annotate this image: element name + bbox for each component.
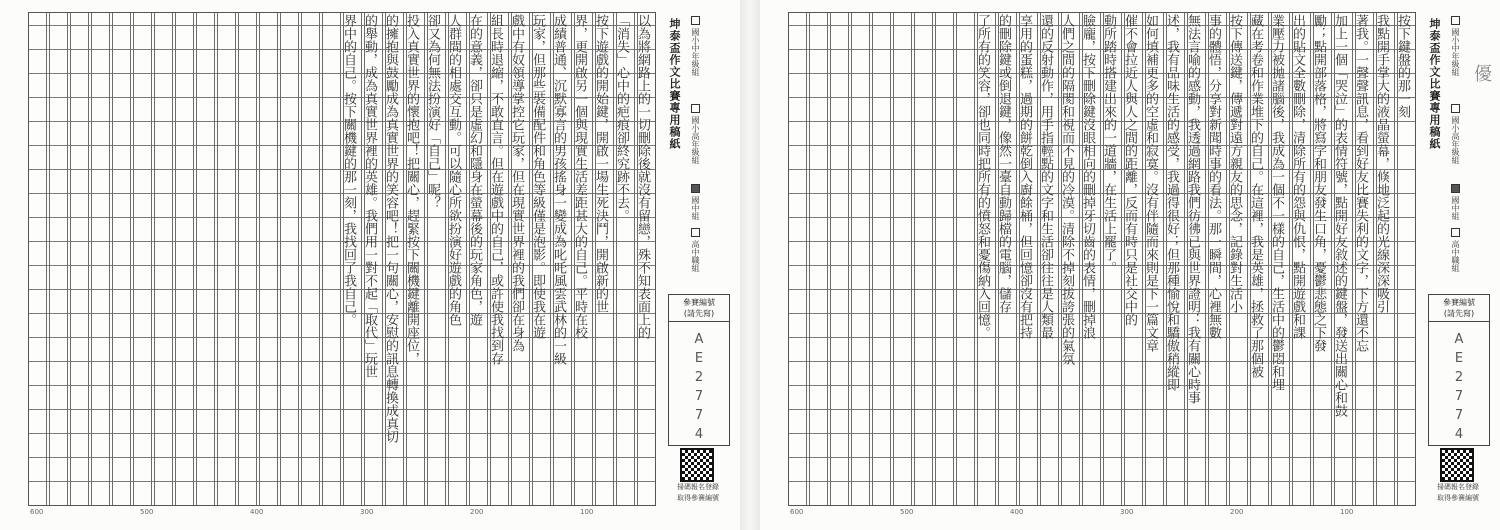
registration-box: 參賽編號 (請先寫) AE2774 xyxy=(668,294,730,446)
essay-column: 事的體悟，分享對新聞時事的看法。那一瞬間，心裡無數 xyxy=(1206,14,1221,339)
scale-label: 300 xyxy=(360,508,374,516)
scale-label: 200 xyxy=(470,508,484,516)
essay-column: 界，更開啟另一個與現實生活差距甚大的自己。平時在校 xyxy=(572,14,587,339)
essay-column: 投入真實世界的懷抱吧！把關心，趕緊按下關機鍵離開座位， xyxy=(404,14,419,365)
grade-mark: 優 xyxy=(1471,64,1492,82)
essay-column: 還的反射動作，用手指輕點的文字和生活卻往往是人類最 xyxy=(1038,14,1053,339)
option-junior-high[interactable]: 國中組 xyxy=(690,184,701,220)
essay-column: 的舉動，成為真實世界裡的英雄。我們用一對不起「取代」玩世 xyxy=(362,14,377,378)
essay-column: 我點開手掌大的液晶螢幕，倏地泛起的光線深深吸引 xyxy=(1374,14,1389,313)
essay-column: 以為將網路上的一切刪除後就沒有留戀，殊不知表面上的 xyxy=(635,14,650,339)
page-fold xyxy=(740,0,760,530)
essay-column: 了所有的笑容，卻也同時把所有的憤怒和憂傷納入回憶。 xyxy=(975,14,990,339)
form-sidebar xyxy=(1424,12,1492,506)
essay-column: 按下遊戲的開始鍵，開啟一場生死決鬥，開啟新的世 xyxy=(593,14,608,313)
essay-column: 玩家，但那些裝備配件和角色等級僅是泡影。即使我在遊 xyxy=(530,14,545,339)
form-title: 坤泰盃作文比賽專用稿紙 xyxy=(1428,18,1441,150)
essay-page-2 xyxy=(0,0,740,530)
scale-label: 400 xyxy=(1010,508,1024,516)
essay-column: 動所踏時搭建出來的一道牆，在生活上罷了。 xyxy=(1101,14,1116,274)
scale-label: 600 xyxy=(790,508,804,516)
essay-column: 按下鍵盤的那一刻 xyxy=(1395,14,1410,118)
essay-column: 勵；點開部落格，將寫字和朋友發生口角，憂鬱悲態之下發 xyxy=(1311,14,1326,352)
essay-column: 如何填補更多的空虛和寂寞。沒有伴隨而來則是下一篇文章 xyxy=(1143,14,1158,352)
registration-box: 參賽編號 (請先寫) AE2774 xyxy=(1428,294,1490,446)
qr-caption: 取得參賽編號 xyxy=(1437,494,1479,502)
scale-label: 600 xyxy=(30,508,44,516)
essay-column: 催不會拉近人與人之間的距離，反而有時只是社交中的 xyxy=(1122,14,1137,326)
qr-code-icon xyxy=(680,448,714,482)
essay-column: 臉龐，按下刪除鍵沒眼相向的刪掉牙切齒的表情，刪掉浪 xyxy=(1080,14,1095,339)
essay-column: 組長時退縮，不敢直言。但在遊戲中的自己，或許使我找到存 xyxy=(488,14,503,365)
essay-column: 述，我有品味生活的感受，我過得很好；但那種愉悅和驕傲稍縱即 xyxy=(1164,14,1179,391)
scale-label: 100 xyxy=(1340,508,1354,516)
scale-label: 400 xyxy=(250,508,264,516)
option-senior-high[interactable]: 高中職組 xyxy=(1450,228,1461,272)
essay-column: 無法言喻的感動，我透過網路我們彷彿已與世界證明：我有關心時事 xyxy=(1185,14,1200,404)
qr-caption: 掃碼報名登錄 xyxy=(1437,483,1479,491)
option-elementary-mid[interactable]: 國小中年級組 xyxy=(1450,16,1461,76)
scale-label: 300 xyxy=(1120,508,1134,516)
essay-column: 的刪除鍵或倒退鍵，像然一臺自動歸檔的電腦，儲存 xyxy=(996,14,1011,313)
essay-column: 人們之間的隔閡和視而不見的冷漠。清除不掉刻拔誇張的氣氛 xyxy=(1059,14,1074,365)
scale-label: 200 xyxy=(1230,508,1244,516)
essay-column: 按下傳送鍵，傳遞對遠方親友的思念，記錄對生活小 xyxy=(1227,14,1242,313)
essay-column: 的擁抱與鼓勵成為真實世界的笑容吧！把一句關心，安慰的訊息轉換成真切 xyxy=(383,14,398,443)
option-elementary-mid[interactable]: 國小中年級組 xyxy=(690,16,701,76)
registration-number: AE2774 xyxy=(1451,332,1467,446)
qr-code-icon xyxy=(1440,448,1474,482)
form-sidebar xyxy=(664,12,732,506)
option-senior-high[interactable]: 高中職組 xyxy=(690,228,701,272)
essay-column: 「消失」心中的疤痕卻終究跡不去。 xyxy=(614,14,629,222)
essay-column: 著我。一聲聲訊息，看到好友比賽失利的文字，下方還不忘 xyxy=(1353,14,1368,352)
scale-label: 500 xyxy=(140,508,154,516)
essay-column: 界中的自己。按下關機鍵的那一刻，我找回了我自己。 xyxy=(341,14,356,326)
essay-column: 在的意義，卻只是虛幻和隱身在螢幕後的玩家角色，遊 xyxy=(467,14,482,326)
scale-label: 500 xyxy=(900,508,914,516)
essay-column: 業壓力被拋諸腦後，我成為一個不一樣的自己，生活中的鬱悶和埋 xyxy=(1269,14,1284,391)
option-junior-high[interactable]: 國中組 xyxy=(1450,184,1461,220)
qr-caption: 取得參賽編號 xyxy=(677,494,719,502)
scale-label: 100 xyxy=(580,508,594,516)
essay-column: 人群間的相處交互動。可以隨心所欲扮演好遊戲的角色 xyxy=(446,14,461,326)
option-elementary-high[interactable]: 國小高年級組 xyxy=(690,104,701,164)
essay-column: 卻又為何無法扮演好「自己」呢？ xyxy=(425,14,440,209)
essay-column: 成績普通、沉默寡言的男孩搖身一變成為叱吒風雲武林的一級 xyxy=(551,14,566,365)
essay-column: 享用的蛋糕，過期的餅乾倒入廚餘桶，但回憶卻沒有把持 xyxy=(1017,14,1032,339)
form-title: 坤泰盃作文比賽專用稿紙 xyxy=(668,18,681,150)
essay-page-1 xyxy=(760,0,1500,530)
essay-column: 戲中有奴領導掌控它玩家，但在現實世界裡的我們卻在身為 xyxy=(509,14,524,352)
qr-caption: 掃碼報名登錄 xyxy=(677,483,719,491)
essay-column: 出的貼文全數刪除，清除所有的怨與仇恨，點開遊戲和課 xyxy=(1290,14,1305,339)
option-elementary-high[interactable]: 國小高年級組 xyxy=(1450,104,1461,164)
essay-column: 藏在考卷和作業堆下的自己。在這裡，我是英雄，拯救了那個被 xyxy=(1248,14,1263,378)
registration-number: AE2774 xyxy=(691,332,707,446)
essay-column: 加上一個「哭泣」的表情符號，點開好友敘述的鍵盤，發送出關心和鼓 xyxy=(1332,14,1347,417)
